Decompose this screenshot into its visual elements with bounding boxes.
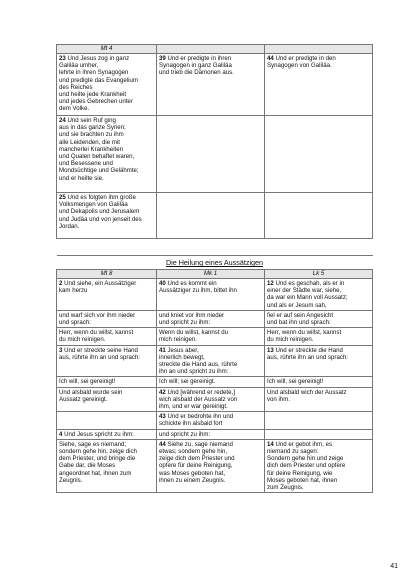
- table-row: [57, 387, 373, 412]
- verse-line: [59, 280, 154, 287]
- verse-line: [59, 287, 154, 294]
- verse-line: [59, 69, 154, 76]
- verse-text: Und Jesus spricht zu ihm:: [62, 430, 134, 438]
- verse-line: [59, 160, 154, 167]
- verse-line: [59, 98, 154, 105]
- verse-text: lehrte in ihren Synagogen: [59, 69, 129, 77]
- verse-text: für deine Reinigung, wie: [267, 469, 333, 477]
- table-row: [57, 193, 373, 239]
- verse-text: Ich will; sei gereinigt.: [159, 378, 216, 386]
- verse-line: [159, 354, 262, 361]
- verse-text: dem Priester, und bringe die: [59, 455, 136, 463]
- verse-line: [59, 55, 154, 62]
- verse-line: [59, 153, 154, 160]
- verse-line: [159, 368, 262, 375]
- verse-text: Aussätziger zu ihm, bittet ihn: [159, 287, 237, 295]
- verse-line: [59, 105, 154, 112]
- verse-line: [59, 431, 154, 438]
- verse-text: Synagogen in ganz Galiläa: [159, 62, 232, 70]
- verse-line: [267, 477, 370, 484]
- verse-line: [267, 354, 370, 361]
- verse-line: [59, 194, 154, 201]
- verse-text: Herr, wenn du willst, kannst: [59, 329, 134, 337]
- verse-line: [267, 302, 370, 309]
- verse-line: [59, 131, 154, 138]
- cell-mt: [57, 193, 157, 239]
- verse-line: [159, 336, 262, 343]
- verse-text: Siehe, sage es niemand;: [59, 440, 127, 448]
- verse-text: und spricht zu ihm:: [159, 319, 211, 327]
- synopsis-table-body: [57, 45, 373, 493]
- verse-text: da war ein Mann voll Aussatz;: [267, 294, 348, 302]
- verse-text: alle Leidenden, die mit: [59, 138, 120, 146]
- table-row: [57, 429, 373, 439]
- verse-line: [59, 347, 154, 354]
- verse-line: [267, 329, 370, 336]
- verse-text: aus, rührte ihn an und sprach:: [59, 353, 140, 361]
- verse-text: Synagogen von Galiläa.: [267, 62, 332, 70]
- verse-text: und Dekapolis und Jerusalem: [59, 208, 140, 216]
- verse-line: [159, 455, 262, 462]
- verse-line: [267, 441, 370, 448]
- cell-mt: [57, 429, 157, 439]
- verse-text: Mondsüchtige und Gelähmte;: [59, 167, 139, 175]
- verse-line: [159, 413, 262, 420]
- cell-mk: [157, 279, 265, 311]
- verse-number: 44: [267, 55, 274, 62]
- cell-mt: [57, 412, 157, 429]
- verse-number: 12: [267, 280, 274, 287]
- verse-line: [59, 329, 154, 336]
- verse-line: [267, 378, 370, 385]
- verse-text: niemand zu sagen:: [267, 448, 319, 456]
- verse-text: Und er predigte in den: [273, 55, 336, 62]
- verse-number: 4: [59, 430, 63, 438]
- verse-line: [159, 312, 262, 319]
- verse-text: angeordnet hat, ihnen zum: [59, 469, 132, 477]
- verse-line: [267, 287, 370, 294]
- verse-line: [59, 201, 154, 208]
- verse-number: 44: [159, 440, 166, 448]
- cell-mk: [157, 328, 265, 345]
- column-header-mk: Mk 1: [157, 270, 265, 279]
- verse-text: wich alsbald der Aussatz von: [159, 395, 238, 403]
- verse-line: [59, 208, 154, 215]
- verse-text: Und er streckte die Hand: [273, 346, 343, 354]
- table-row: [57, 116, 373, 193]
- section2-header-row: [57, 270, 373, 279]
- verse-line: [59, 216, 154, 223]
- verse-text: und jedes Gebrechen unter: [59, 98, 133, 106]
- verse-text: zeige dich dem Priester und: [159, 455, 235, 463]
- verse-number: 39: [159, 55, 166, 62]
- verse-text: Und [während er redete,]: [165, 388, 235, 396]
- verse-line: [159, 319, 262, 326]
- verse-number: 13: [267, 346, 274, 354]
- cell-lk: [265, 328, 373, 345]
- verse-line: [267, 319, 370, 326]
- table-row: [57, 345, 373, 377]
- cell-lk: [265, 377, 373, 387]
- verse-text: ihn an und spricht zu ihm:: [159, 368, 229, 376]
- verse-line: [59, 470, 154, 477]
- verse-text: Galiläa umher,: [59, 62, 99, 70]
- section1-header-empty-mk: [157, 45, 265, 54]
- verse-text: Ich will; sei gereinigt!: [267, 378, 324, 386]
- verse-line: [59, 62, 154, 69]
- verse-line: [59, 175, 154, 182]
- cell-mt: [57, 387, 157, 412]
- section-title: Die Heilung eines Aussätzigen: [57, 256, 373, 270]
- verse-line: [159, 280, 262, 287]
- verse-line: [59, 319, 154, 326]
- verse-line: [159, 287, 262, 294]
- verse-line: [159, 462, 262, 469]
- verse-line: [59, 146, 154, 153]
- verse-text: Und Jesus zog in ganz: [65, 55, 130, 62]
- verse-text: dich dem Priester und opfere: [267, 462, 346, 470]
- verse-text: Ich will; sei gereinigt!: [59, 378, 116, 386]
- verse-number: 23: [59, 55, 66, 62]
- cell-mk: [157, 310, 265, 327]
- verse-text: Und es folgten ihm große: [65, 194, 136, 201]
- verse-text: Und es kommt ein: [165, 280, 217, 287]
- cell-lk: [265, 429, 373, 439]
- verse-text: und Qualen behaftet waren,: [59, 153, 135, 161]
- table-row: [57, 279, 373, 311]
- verse-text: und warf sich vor ihm nieder: [59, 311, 136, 319]
- section1-header-empty-lk: [265, 45, 373, 54]
- verse-line: [59, 223, 154, 230]
- verse-text: du mich reinigen.: [59, 336, 106, 344]
- verse-line: [59, 477, 154, 484]
- spacer-row: [57, 239, 373, 256]
- cell-lk: [265, 193, 373, 239]
- verse-number: 24: [59, 117, 66, 124]
- verse-text: Gabe dar, die Moses: [59, 462, 116, 470]
- section1-header-mt: Mt 4: [57, 45, 157, 54]
- verse-text: und trieb die Dämonen aus.: [159, 69, 234, 77]
- table-row: [57, 412, 373, 429]
- verse-line: [267, 389, 370, 396]
- verse-number: 41: [159, 346, 166, 354]
- cell-lk: [265, 439, 373, 492]
- cell-lk: [265, 345, 373, 377]
- cell-mk: [157, 193, 265, 239]
- verse-text: ihm, und er war gereinigt.: [159, 403, 228, 411]
- verse-text: und als er Jesum sah,: [267, 301, 327, 309]
- verse-text: sondern gehe hin, zeige dich: [59, 448, 137, 456]
- verse-text: Siehe zu, sage niemand: [165, 440, 233, 448]
- verse-text: und kniet vor ihm nieder: [159, 311, 225, 319]
- verse-text: dem Volke.: [59, 105, 90, 113]
- verse-text: Und er predigte in ihren: [165, 55, 232, 62]
- verse-line: [59, 336, 154, 343]
- verse-line: [267, 55, 370, 62]
- cell-mt: [57, 310, 157, 327]
- cell-mk: [157, 412, 265, 429]
- cell-mk: [157, 345, 265, 377]
- verse-text: Und siehe, ein Aussätziger: [62, 280, 137, 287]
- table-row: [57, 377, 373, 387]
- verse-line: [159, 420, 262, 427]
- verse-text: Jordan.: [59, 222, 80, 230]
- verse-line: [59, 354, 154, 361]
- cell-mt: [57, 328, 157, 345]
- verse-text: Und er bedrohte ihn und: [165, 413, 234, 421]
- verse-line: [159, 55, 262, 62]
- verse-line: [59, 312, 154, 319]
- cell-lk: [265, 412, 373, 429]
- verse-line: [159, 431, 262, 438]
- verse-line: [59, 462, 154, 469]
- verse-line: [159, 403, 262, 410]
- verse-line: [267, 448, 370, 455]
- verse-text: mich reinigen.: [159, 336, 197, 344]
- verse-line: [59, 139, 154, 146]
- verse-text: Und alsbald wich der Aussatz: [267, 388, 347, 396]
- verse-text: schickte ihn alsbald fort: [159, 420, 223, 428]
- verse-text: streckte die Hand aus, rührte: [159, 361, 238, 369]
- verse-line: [59, 117, 154, 124]
- synopsis-page: [56, 44, 372, 493]
- verse-text: ihnen zu einem Zeugnis.: [159, 476, 226, 484]
- verse-text: Moses geboten hat, ihnen: [267, 476, 338, 484]
- page-number: 41: [390, 563, 398, 570]
- cell-mk: [157, 439, 265, 492]
- section-title-row: [57, 256, 373, 270]
- table-row: [57, 54, 373, 116]
- verse-line: [59, 455, 154, 462]
- verse-line: [59, 77, 154, 84]
- verse-line: [59, 448, 154, 455]
- verse-line: [267, 462, 370, 469]
- verse-line: [267, 62, 370, 69]
- verse-number: 40: [159, 280, 166, 287]
- verse-number: 43: [159, 413, 166, 421]
- verse-line: [59, 378, 154, 385]
- cell-mk: [157, 377, 265, 387]
- verse-text: und sie brachten zu ihm: [59, 131, 124, 139]
- verse-line: [267, 396, 370, 403]
- verse-line: [159, 477, 262, 484]
- verse-text: Sondern gehe hin und zeige: [267, 455, 344, 463]
- cell-mt: [57, 377, 157, 387]
- verse-text: Und er streckte seine Hand: [62, 346, 138, 354]
- verse-number: 3: [59, 346, 63, 354]
- verse-text: kam herzu: [59, 287, 88, 295]
- verse-line: [159, 378, 262, 385]
- verse-line: [267, 336, 370, 343]
- cell-mt: [57, 116, 157, 193]
- verse-line: [159, 396, 262, 403]
- verse-line: [159, 441, 262, 448]
- verse-text: mancherlei Krankheiten: [59, 145, 124, 153]
- verse-text: und Judäa und von jenseit des: [59, 215, 142, 223]
- verse-line: [159, 62, 262, 69]
- verse-line: [159, 389, 262, 396]
- verse-line: [59, 396, 154, 403]
- verse-text: Und es geschah, als er in: [273, 280, 345, 287]
- verse-text: und bat ihn und sprach:: [267, 319, 331, 327]
- verse-text: von ihm.: [267, 395, 291, 403]
- cell-mt: [57, 439, 157, 492]
- verse-text: und spricht zu ihm:: [159, 430, 211, 438]
- verse-text: innerlich bewegt,: [159, 353, 205, 361]
- verse-line: [159, 470, 262, 477]
- verse-line: [59, 84, 154, 91]
- verse-line: [267, 312, 370, 319]
- verse-text: Und sein Ruf ging: [65, 117, 116, 124]
- verse-line: [59, 389, 154, 396]
- verse-text: Herr, wenn du willst, kannst: [267, 329, 342, 337]
- verse-text: Aussatz gereinigt.: [59, 395, 108, 403]
- cell-lk: [265, 387, 373, 412]
- verse-line: [267, 347, 370, 354]
- verse-text: einer der Städte war, siehe,: [267, 287, 342, 295]
- table-row: [57, 328, 373, 345]
- verse-text: und Besessene und: [59, 160, 113, 168]
- verse-line: [159, 69, 262, 76]
- verse-line: [267, 470, 370, 477]
- verse-line: [59, 91, 154, 98]
- section1-header-row: [57, 45, 373, 54]
- verse-text: und er heilte sie.: [59, 174, 104, 182]
- cell-mk: [157, 54, 265, 116]
- verse-text: was Moses geboten hat,: [159, 469, 226, 477]
- verse-line: [267, 280, 370, 287]
- verse-line: [267, 294, 370, 301]
- verse-line: [159, 329, 262, 336]
- table-row: [57, 439, 373, 492]
- cell-lk: [265, 310, 373, 327]
- cell-mk: [157, 429, 265, 439]
- verse-text: Jesus aber,: [165, 346, 199, 354]
- verse-text: etwas; sondern gehe hin,: [159, 448, 228, 456]
- verse-number: 14: [267, 440, 274, 448]
- cell-mt: [57, 345, 157, 377]
- verse-text: Und alsbald wurde sein: [59, 388, 123, 396]
- column-header-lk: Lk 5: [265, 270, 373, 279]
- cell-lk: [265, 279, 373, 311]
- verse-line: [159, 361, 262, 368]
- verse-text: aus, rührte ihn an und sprach:: [267, 353, 348, 361]
- verse-text: und heilte jede Krankheit: [59, 91, 127, 99]
- cell-mk: [157, 116, 265, 193]
- verse-line: [159, 448, 262, 455]
- verse-line: [267, 484, 370, 491]
- verse-number: 25: [59, 194, 66, 201]
- verse-text: zum Zeugnis.: [267, 484, 304, 492]
- cell-mt: [57, 54, 157, 116]
- verse-text: und predigte das Evangelium: [59, 76, 138, 84]
- verse-text: fiel er auf sein Angesicht: [267, 311, 334, 319]
- cell-lk: [265, 116, 373, 193]
- verse-text: Wenn du willst, kannst du: [159, 329, 228, 337]
- verse-number: 42: [159, 388, 166, 396]
- cell-mk: [157, 387, 265, 412]
- verse-line: [267, 455, 370, 462]
- verse-text: opfere für deine Reinigung,: [159, 462, 233, 470]
- verse-number: 2: [59, 280, 63, 287]
- verse-text: aus in das ganze Syrien;: [59, 124, 126, 132]
- cell-lk: [265, 54, 373, 116]
- synopsis-table: [56, 44, 373, 493]
- verse-line: [59, 441, 154, 448]
- verse-line: [59, 167, 154, 174]
- verse-text: Zeugnis.: [59, 476, 83, 484]
- verse-text: des Reiches: [59, 83, 93, 91]
- verse-text: Und er gebot ihm, es: [273, 440, 333, 448]
- verse-text: du mich reinigen.: [267, 336, 314, 344]
- table-row: [57, 310, 373, 327]
- verse-text: Volksmengen von Galiläa: [59, 201, 128, 209]
- verse-text: und sprach:: [59, 319, 91, 327]
- column-header-mt: Mt 8: [57, 270, 157, 279]
- spacer-cell: [57, 239, 373, 256]
- verse-line: [59, 124, 154, 131]
- verse-line: [159, 347, 262, 354]
- cell-mt: [57, 279, 157, 311]
